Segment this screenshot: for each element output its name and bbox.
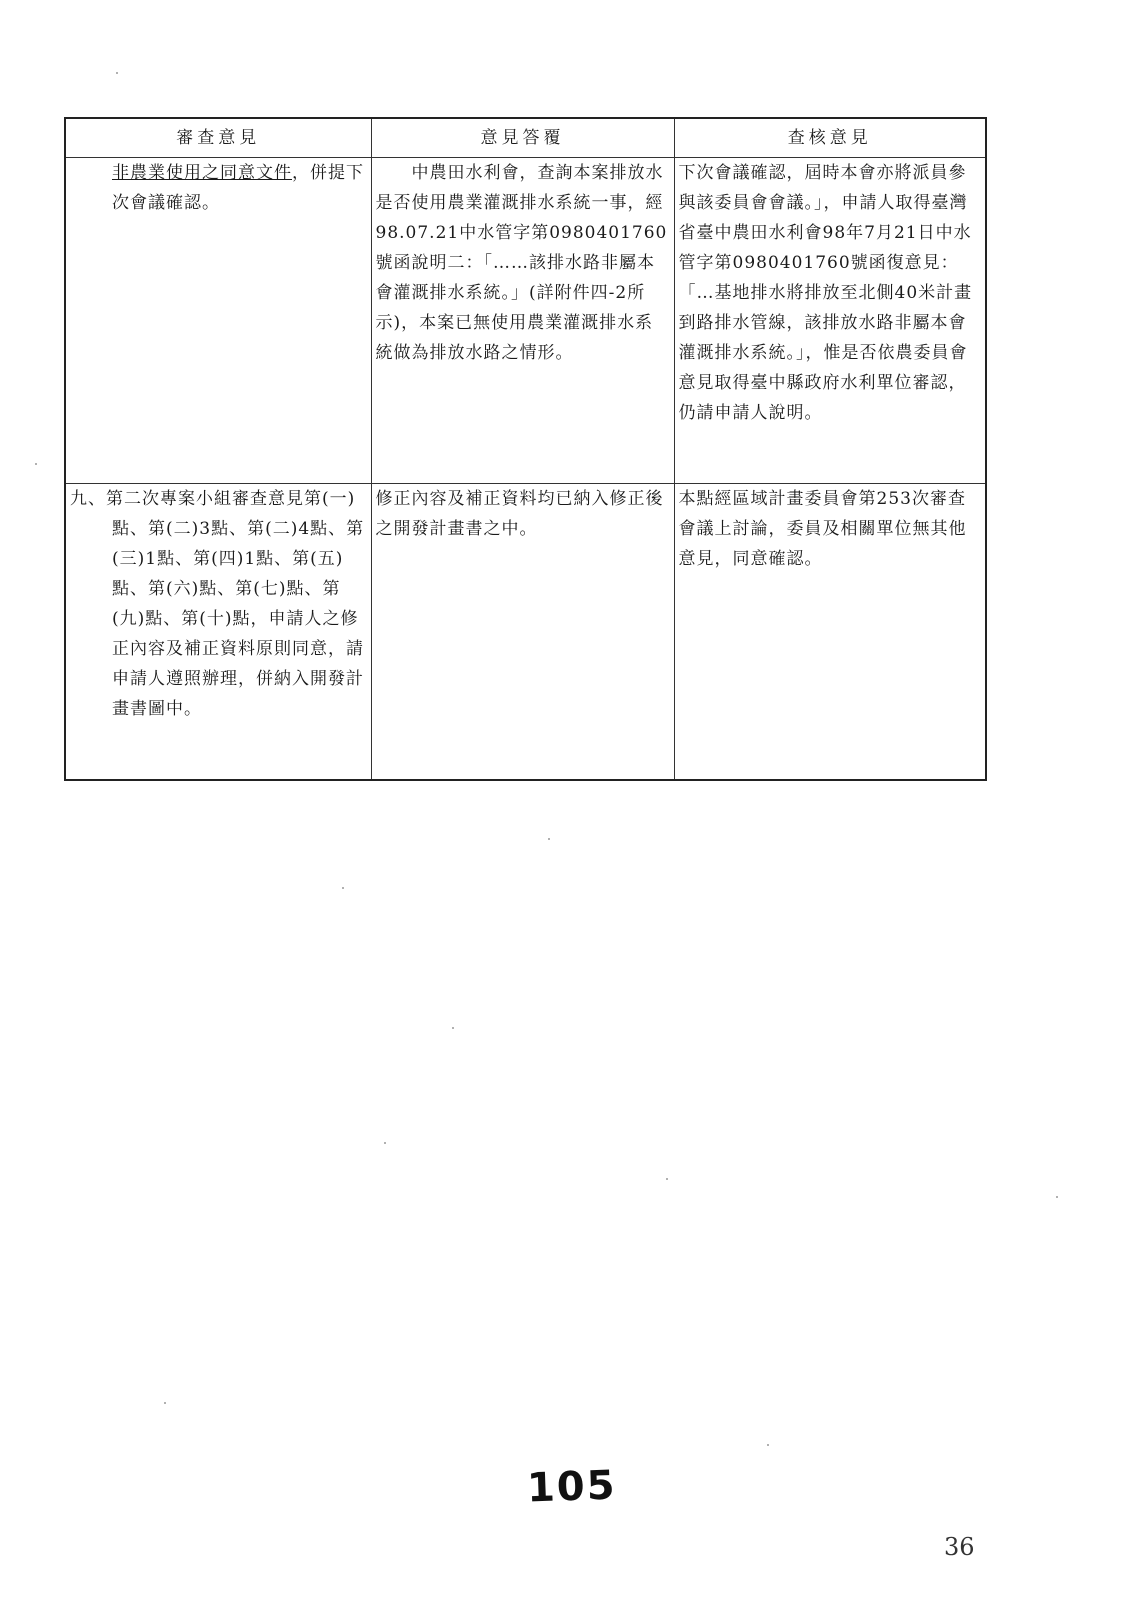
scan-speck	[116, 72, 118, 74]
check-cell	[674, 158, 986, 484]
page-number: 36	[944, 1533, 975, 1561]
review-text-rest: ，併提下次會議確認。	[112, 163, 364, 213]
header-reply: 意見答覆	[371, 118, 674, 158]
reply-cell	[371, 158, 674, 484]
table-row	[65, 484, 986, 781]
review-cell	[65, 158, 371, 484]
scan-speck	[342, 887, 344, 889]
review-cell	[65, 484, 371, 781]
review-text: 九、第二次專案小組審查意見第(一)點、第(二)3點、第(二)4點、第(三)1點、第(四)1點、第(五)點、第(六)點、第(七)點、第(九)點、第(十)點，申請人之修正內容及補正資料原則同意，請申請人遵照辦理，併納入開發計畫書圖中。	[70, 489, 365, 719]
handwritten-page-number: 105	[526, 1462, 618, 1512]
check-text: 本點經區域計畫委員會第253次審查會議上討論，委員及相關單位無其他意見，同意確認。	[678, 489, 967, 569]
scan-speck	[767, 1444, 769, 1446]
scan-speck	[384, 1142, 386, 1144]
scan-speck	[548, 838, 550, 840]
underlined-text: 非農業使用之同意文件	[112, 163, 292, 183]
table-header-row	[65, 118, 986, 158]
scan-speck	[164, 1402, 166, 1404]
check-text: 下次會議確認，屆時本會亦將派員參與該委員會會議。」，申請人取得臺灣省臺中農田水利會98年7月21日中水管字第0980401760號函復意見：「…基地排水將排放至北側40米計畫到路排水管線，該排放水路非屬本會灌溉排水系統。」，惟是否依農委員會意見取得臺中縣政府水利單位審認，仍請申請人說明。	[678, 163, 973, 423]
check-cell	[674, 484, 986, 781]
review-text	[70, 158, 367, 218]
scan-speck	[1056, 1196, 1058, 1198]
reply-cell	[371, 484, 674, 781]
header-review-opinion: 審查意見	[65, 118, 371, 158]
scan-speck	[35, 463, 37, 465]
scan-speck	[666, 1178, 668, 1180]
reply-text: 中農田水利會，查詢本案排放水是否使用農業灌溉排水系統一事，經98.07.21中水管字第0980401760號函說明二：「……該排水路非屬本會灌溉排水系統。」(詳附件四-2所示)，本案已無使用農業灌溉排水系統做為排放水路之情形。	[375, 163, 668, 363]
scan-speck	[452, 1027, 454, 1029]
reply-text: 修正內容及補正資料均已納入修正後之開發計畫書之中。	[375, 489, 664, 539]
review-table	[64, 117, 987, 781]
header-check-opinion: 查核意見	[674, 118, 986, 158]
table-row	[65, 158, 986, 484]
